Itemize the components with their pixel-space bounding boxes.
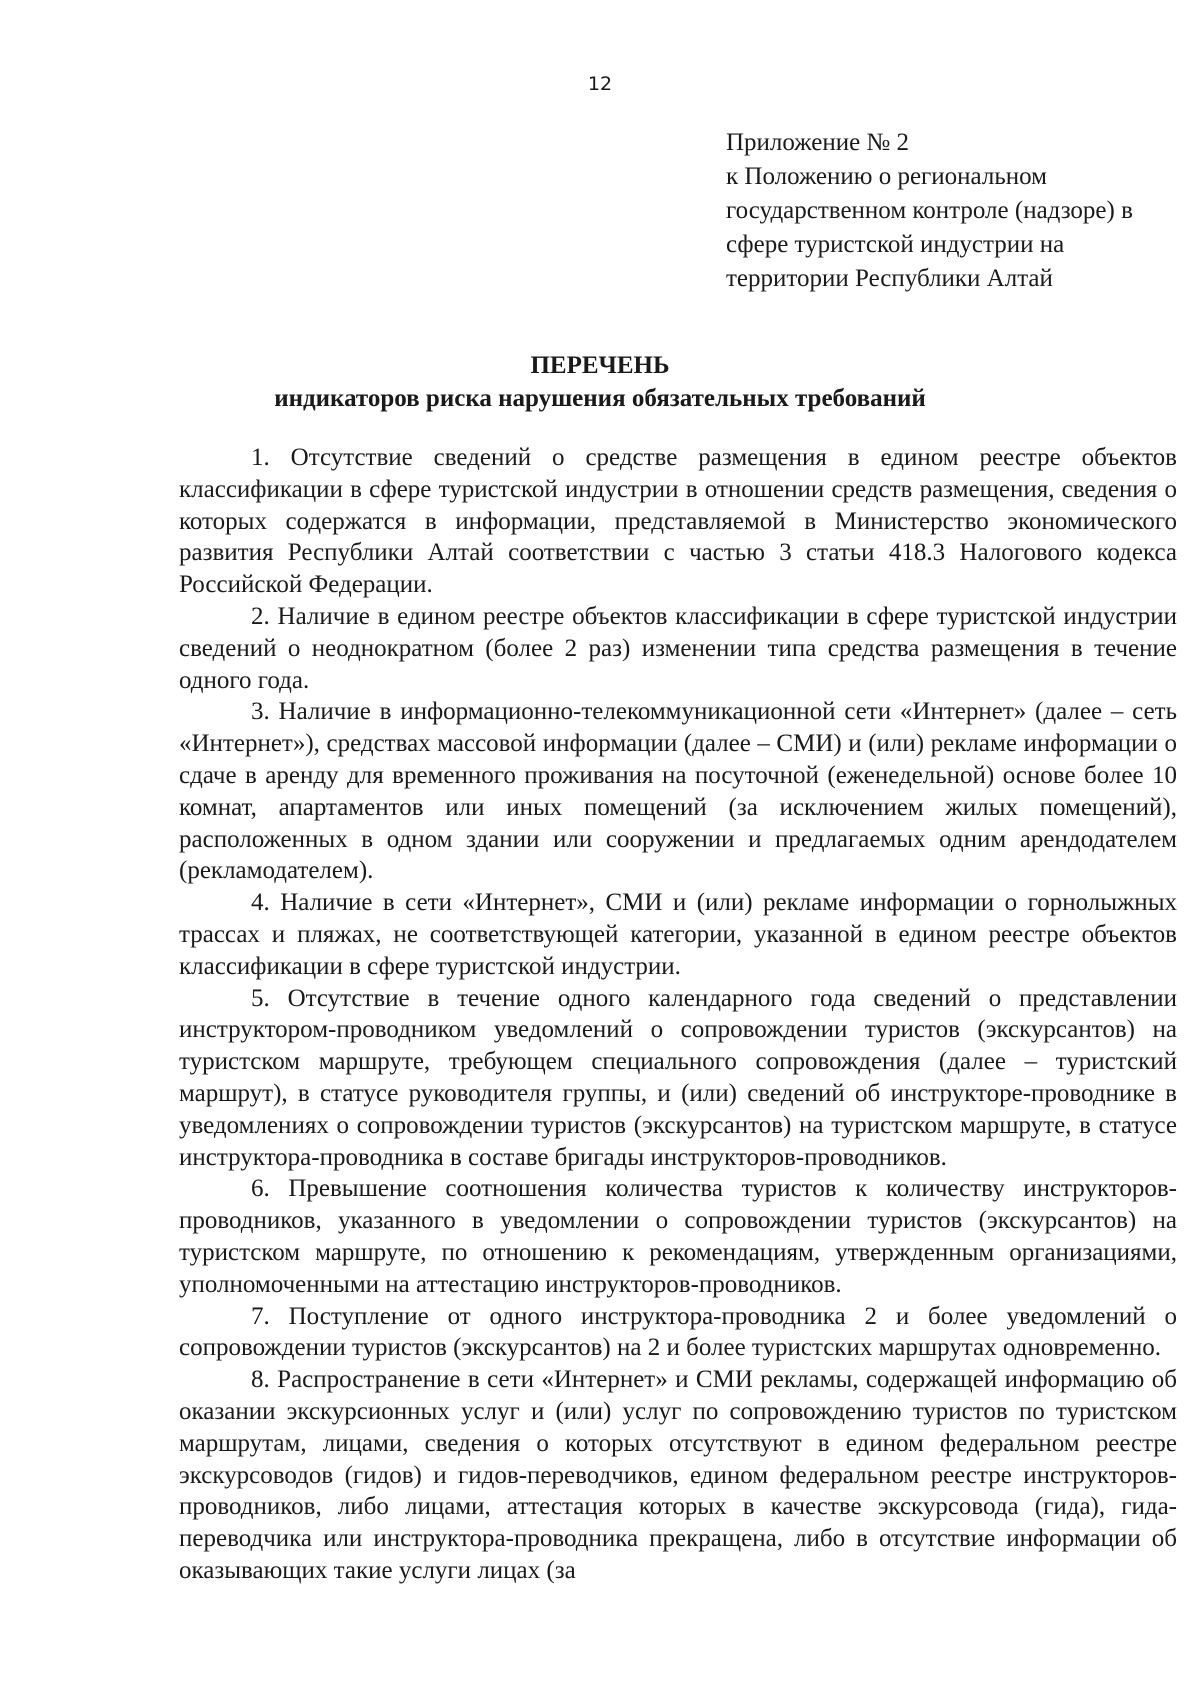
list-item-5: 5. Отсутствие в течение одного календарного года сведений о представлении инструктором-проводником уведомлений о сопровождении туристов (экскурсантов) на туристском маршруте, требующем специального сопровождения (далее – туристский маршрут), в статусе руководителя группы, и (или) сведений об инструкторе-проводнике в уведомлениях о сопровождении туристов (экскурсантов) на туристском маршруте, в статусе инструктора-проводника в составе бригады инструкторов-проводников. (179, 984, 1177, 1171)
document-subtitle: индикаторов риска нарушения обязательных требований (274, 385, 926, 412)
appendix-line: территории Республики Алтай (726, 265, 1053, 292)
appendix-line: Приложение № 2 (726, 129, 910, 156)
list-item-1: 1. Отсутствие сведений о средстве размещения в едином реестре объектов классификации в сфере туристской индустрии в отношении средств размещения, сведения о которых содержатся в информации, представляемой в Министерство экономического развития Республики Алтай соответствии с частью 3 статьи 418.3 Налогового кодекса Российской Федерации. (179, 444, 1177, 599)
list-item-2: 2. Наличие в едином реестре объектов классификации в сфере туристской индустрии сведений о неоднократном (более 2 раз) изменении типа средства размещения в течение одного года. (179, 602, 1177, 694)
list-item-8: 8. Распространение в сети «Интернет» и СМИ рекламы, содержащей информацию об оказании экскурсионных услуг и (или) услуг по сопровождению туристов по туристском маршрутам, лицами, сведения о которых отсутствуют в едином федеральном реестре экскурсоводов (гидов) и гидов-переводчиков, едином федеральном реестре инструкторов-проводников, либо лицами, аттестация которых в качестве экскурсовода (гида), гида-переводчика или инструктора-проводника прекращена, либо в отсутствие информации об оказывающих такие услуги лицах (за (179, 1366, 1177, 1584)
list-item-3: 3. Наличие в информационно-телекоммуникационной сети «Интернет» (далее – сеть «Интернет»), средствах массовой информации (далее – СМИ) и (или) рекламе информации о сдаче в аренду для временного проживания на посуточной (еженедельной) основе более 10 комнат, апартаментов или иных помещений (за исключением жилых помещений), расположенных в одном здании или сооружении и предлагаемых одним арендодателем (рекламодателем). (179, 698, 1177, 885)
page-number: 12 (587, 73, 613, 95)
appendix-line: сфере туристской индустрии на (726, 231, 1065, 258)
appendix-header (726, 126, 1176, 296)
appendix-line: государственном контроле (надзоре) в (726, 197, 1133, 224)
document-body (179, 442, 1177, 1587)
list-item-7: 7. Поступление от одного инструктора-проводника 2 и более уведомлений о сопровождении туристов (экскурсантов) на 2 и более туристских маршрутах одновременно. (179, 1302, 1177, 1362)
document-title: ПЕРЕЧЕНЬ (530, 352, 670, 379)
list-item-4: 4. Наличие в сети «Интернет», СМИ и (или) рекламе информации о горнолыжных трассах и пляжах, не соответствующей категории, указанной в едином реестре объектов классификации в сфере туристской индустрии. (179, 889, 1177, 980)
list-item-6: 6. Превышение соотношения количества туристов к количеству инструкторов-проводников, указанного в уведомлении о сопровождении туристов (экскурсантов) на туристском маршруте, по отношению к рекомендациям, утвержденным организациями, уполномоченными на аттестацию инструкторов-проводников. (179, 1175, 1177, 1298)
appendix-line: к Положению о региональном (726, 163, 1047, 190)
